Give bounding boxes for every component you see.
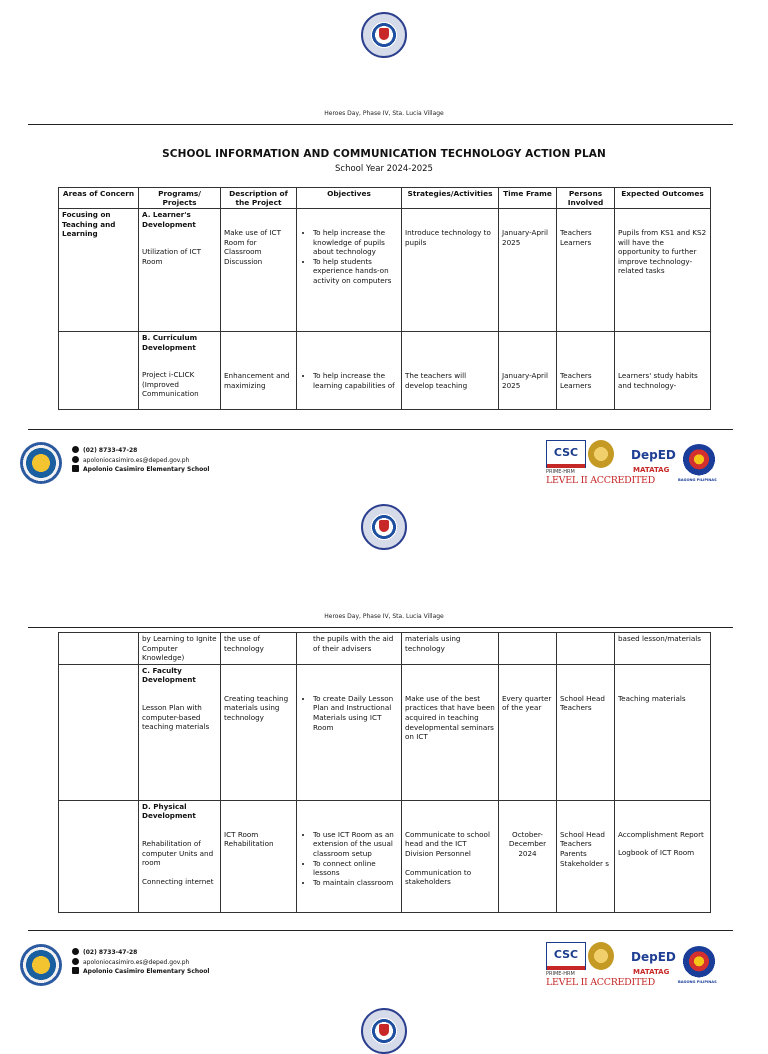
strategies-text: Introduce technology to pupils	[405, 228, 491, 247]
laurel-seal-icon	[588, 942, 614, 970]
person-text: School Head	[560, 693, 605, 703]
school-logo-icon	[20, 944, 62, 986]
table-row	[59, 633, 711, 665]
csc-logo-icon: CSC	[546, 942, 586, 970]
outcomes-cell	[615, 209, 711, 332]
column-header: Expected Outcomes	[615, 188, 711, 209]
email-icon	[72, 456, 79, 463]
section-heading: A. Learner's Development	[142, 210, 196, 229]
table-row	[59, 209, 711, 332]
outcomes-text: Logbook of ICT Room	[618, 848, 695, 858]
objectives-cell: the pupils with the aid of their advisers	[297, 633, 402, 665]
description-text: ICT Room Rehabilitation	[224, 829, 274, 849]
header-rule	[28, 627, 733, 628]
strategies-cell	[402, 209, 499, 332]
time-frame-cell	[499, 800, 557, 912]
strategies-text: Make use of the best practices that have been acquired in teaching developmental seminars on ICT	[405, 693, 495, 742]
person-text: School Head	[560, 829, 605, 839]
table-header-row	[59, 188, 711, 209]
deped-seal-icon	[361, 504, 407, 550]
page-title: SCHOOL INFORMATION AND COMMUNICATION TECHNOLOGY ACTION PLAN	[162, 148, 606, 160]
objective-item: • To create Daily Lesson Plan and Instructional Materials using ICT Room	[313, 694, 398, 732]
contact-info	[72, 446, 209, 475]
persons-cell	[557, 800, 615, 912]
area-of-concern	[59, 332, 139, 410]
program-text: Utilization of ICT Room	[142, 247, 202, 266]
page-footer	[0, 938, 768, 998]
program-text: Rehabilitation of computer Units and room	[142, 838, 214, 868]
partner-logos	[546, 942, 724, 988]
program-cell	[139, 209, 221, 332]
description-text: Creating teaching materials using technology	[224, 693, 289, 722]
area-of-concern	[59, 633, 139, 665]
action-plan-table	[58, 187, 711, 410]
table-row	[59, 664, 711, 800]
accreditation-label: LEVEL II ACCREDITED	[546, 475, 655, 486]
objectives-cell	[297, 800, 402, 912]
outcomes-cell	[615, 800, 711, 912]
phone-number: (02) 8733-47-28	[83, 447, 138, 454]
bagong-pilipinas-label: BAGONG PILIPINAS	[678, 478, 717, 482]
program-text: Project i-CLICK (Improved Communication	[142, 370, 199, 399]
outcomes-text: Pupils from KS1 and KS2 will have the opportunity to further improve technology-related tasks	[618, 228, 707, 276]
outcomes-cell: based lesson/materials	[615, 633, 711, 665]
strategies-cell	[402, 800, 499, 912]
footer-rule	[28, 429, 733, 430]
program-text: Lesson Plan with computer-based teaching materials	[142, 702, 210, 732]
program-text: Connecting internet	[142, 876, 214, 886]
person-text: Teachers	[560, 371, 592, 380]
contact-info	[72, 948, 209, 977]
person-text: Learners	[560, 380, 592, 390]
person-text: Teachers	[560, 228, 592, 237]
section-heading: C. Faculty Development	[142, 665, 196, 685]
program-cell	[139, 664, 221, 800]
persons-cell	[557, 633, 615, 665]
bagong-pilipinas-logo-icon	[682, 946, 716, 980]
column-header: Areas of Concern	[59, 188, 139, 209]
column-header: Objectives	[297, 188, 402, 209]
bagong-pilipinas-logo-icon	[682, 444, 716, 478]
description-text: Make use of ICT Room for Classroom Discussion	[224, 228, 281, 266]
footer-rule	[28, 930, 733, 931]
table-row	[59, 332, 711, 410]
person-text: Stakeholder s	[560, 858, 610, 868]
facebook-icon	[72, 967, 79, 974]
deped-logo-icon: DepED	[631, 950, 676, 964]
section-heading: D. Physical Development	[142, 801, 196, 821]
objective-item: • To help increase the learning capabilities of	[313, 371, 398, 390]
objective-item: • To connect online lessons	[313, 859, 398, 878]
time-frame-cell	[499, 332, 557, 410]
time-frame-text: Every quarter of the year	[502, 693, 552, 713]
strategies-text: Communicate to school head and the ICT Division Personnel	[405, 829, 490, 858]
school-address: Heroes Day, Phase IV, Sta. Lucia Village	[324, 110, 444, 117]
objective-item: • To use ICT Room as an extension of the usual classroom setup	[313, 830, 398, 859]
description-cell	[221, 209, 297, 332]
objectives-cell	[297, 664, 402, 800]
outcomes-text: Teaching materials	[618, 693, 686, 703]
strategies-cell	[402, 332, 499, 410]
column-header: Strategies/Activities	[402, 188, 499, 209]
deped-seal-icon	[361, 1008, 407, 1054]
phone-icon	[72, 948, 79, 955]
description-cell	[221, 800, 297, 912]
time-frame-cell	[499, 633, 557, 665]
bagong-pilipinas-label: BAGONG PILIPINAS	[678, 980, 717, 984]
description-text: Enhancement and maximizing	[224, 371, 290, 390]
school-address: Heroes Day, Phase IV, Sta. Lucia Village	[324, 613, 444, 620]
email-address: apoloniocasimiro.es@deped.gov.ph	[83, 958, 190, 966]
phone-number: (02) 8733-47-28	[83, 949, 138, 956]
time-frame-text: January-April 2025	[502, 371, 548, 390]
prime-hrm-label: PRIME-HRM	[546, 971, 575, 977]
strategies-cell: materials using technology	[402, 633, 499, 665]
time-frame-text: October-December 2024	[508, 829, 547, 858]
person-text: Learners	[560, 237, 592, 247]
deped-logo-icon: DepED	[631, 448, 676, 462]
school-year: School Year 2024-2025	[335, 164, 433, 174]
area-of-concern	[59, 664, 139, 800]
page-footer	[0, 436, 768, 496]
facebook-page: Apolonio Casimiro Elementary School	[83, 968, 210, 975]
program-cell	[139, 332, 221, 410]
time-frame-cell	[499, 209, 557, 332]
email-icon	[72, 958, 79, 965]
description-cell	[221, 664, 297, 800]
section-heading: B. Curriculum Development	[142, 333, 198, 352]
objectives-cell	[297, 209, 402, 332]
strategies-text: Communication to stakeholders	[405, 867, 472, 887]
column-header: Time Frame	[499, 188, 557, 209]
objective-item: • To help students experience hands-on activity on computers	[313, 257, 398, 286]
objectives-cell	[297, 332, 402, 410]
laurel-seal-icon	[588, 440, 614, 468]
column-header: Description of the Project	[221, 188, 297, 209]
objective-item: • To help increase the knowledge of pupils about technology	[313, 228, 398, 257]
area-of-concern: Focusing on Teaching and Learning	[59, 209, 139, 332]
program-cell	[139, 800, 221, 912]
person-text: Teachers	[560, 703, 592, 713]
deped-seal-icon	[361, 12, 407, 58]
description-cell: the use of technology	[221, 633, 297, 665]
csc-logo-icon: CSC	[546, 440, 586, 468]
program-cell: by Learning to Ignite Computer Knowledge)	[139, 633, 221, 665]
column-header: Persons Involved	[557, 188, 615, 209]
accreditation-label: LEVEL II ACCREDITED	[546, 977, 655, 988]
action-plan-table-continued	[58, 632, 711, 913]
persons-cell	[557, 209, 615, 332]
time-frame-text: January-April 2025	[502, 228, 548, 247]
matatag-label: MATATAG	[633, 466, 670, 474]
outcomes-text: Accomplishment Report	[618, 829, 704, 839]
person-text: Teachers	[560, 839, 592, 849]
column-header: Programs/ Projects	[139, 188, 221, 209]
time-frame-cell	[499, 664, 557, 800]
email-address: apoloniocasimiro.es@deped.gov.ph	[83, 456, 190, 464]
objective-item: • To maintain classroom	[313, 878, 398, 888]
phone-icon	[72, 446, 79, 453]
person-text: Parents	[560, 848, 587, 858]
header-rule	[28, 124, 733, 125]
school-logo-icon	[20, 442, 62, 484]
facebook-page: Apolonio Casimiro Elementary School	[83, 466, 210, 473]
prime-hrm-label: PRIME-HRM	[546, 469, 575, 475]
facebook-icon	[72, 465, 79, 472]
strategies-text: The teachers will develop teaching	[405, 371, 468, 390]
outcomes-text: Learners' study habits and technology-	[618, 371, 698, 390]
outcomes-cell	[615, 332, 711, 410]
description-cell	[221, 332, 297, 410]
persons-cell	[557, 332, 615, 410]
strategies-cell	[402, 664, 499, 800]
area-of-concern	[59, 800, 139, 912]
outcomes-cell	[615, 664, 711, 800]
persons-cell	[557, 664, 615, 800]
partner-logos	[546, 440, 724, 486]
matatag-label: MATATAG	[633, 968, 670, 976]
table-row	[59, 800, 711, 912]
